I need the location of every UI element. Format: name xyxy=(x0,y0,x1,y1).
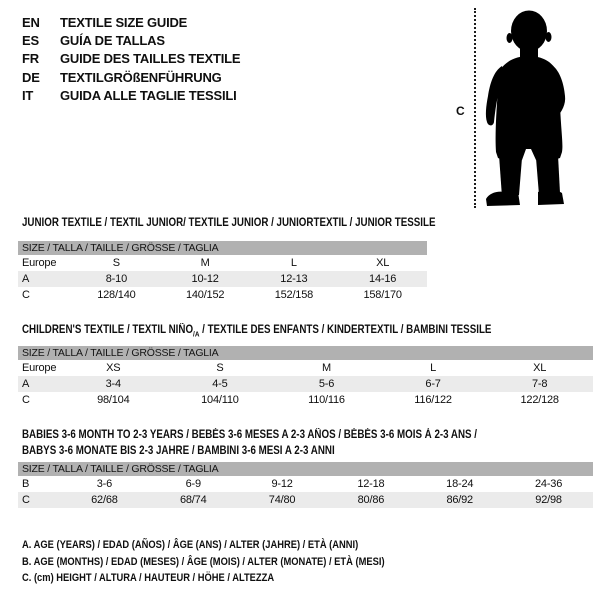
note-age-years xyxy=(22,537,449,554)
note-age-months xyxy=(22,554,449,571)
row-label: C xyxy=(22,494,30,506)
language-title: GUIDA ALLE TAGLIE TESSILI xyxy=(60,87,237,103)
table-cell: 152/158 xyxy=(274,289,314,301)
table-cell: 68/74 xyxy=(179,494,207,506)
table-cell: L xyxy=(430,362,437,374)
children-section-title-text xyxy=(22,324,491,338)
language-code: DE xyxy=(22,69,40,85)
size-header-bar: SIZE / TALLA / TAILLE / GRÖSSE / TAGLIA xyxy=(18,241,427,255)
table-cell: 6-7 xyxy=(425,378,441,390)
note-height-cm xyxy=(22,570,449,587)
table-cell: M xyxy=(322,362,331,374)
row-label: C xyxy=(22,289,30,301)
row-label: Europe xyxy=(22,257,57,269)
table-cell: M xyxy=(200,257,210,269)
language-code: ES xyxy=(22,33,39,49)
table-cell: S xyxy=(216,362,224,374)
language-title-list xyxy=(22,14,240,105)
language-title: GUÍA DE TALLAS xyxy=(60,33,165,49)
row-label: C xyxy=(22,394,30,406)
table-cell: 12-18 xyxy=(357,478,385,490)
junior-section-title-text: JUNIOR TEXTILE / TEXTIL JUNIOR/ TEXTILE JUNIOR / JUNIORTEXTIL / JUNIOR TESSILE xyxy=(22,217,436,229)
table-cell: 4-5 xyxy=(212,378,228,390)
note-age-months-text: B. AGE (MONTHS) / EDAD (MESES) / ÂGE (MOIS) / ALTER (MONATE) / ETÀ (MESI) xyxy=(22,555,385,568)
size-header-bar: SIZE / TALLA / TAILLE / GRÖSSE / TAGLIA xyxy=(18,462,593,476)
table-cell: 86/92 xyxy=(446,494,473,506)
table-row-europe xyxy=(18,255,427,271)
table-cell: 24-36 xyxy=(534,478,563,490)
table-row-months xyxy=(18,476,593,492)
table-cell: S xyxy=(112,257,120,269)
note-height-cm-text: C. (cm) HEIGHT / ALTURA / HAUTEUR / HÖHE / ALTEZZA xyxy=(22,572,275,584)
table-cell: 92/98 xyxy=(535,494,562,506)
legend-notes xyxy=(22,537,449,587)
baby-silhouette-icon xyxy=(482,8,572,208)
row-label: B xyxy=(22,478,30,490)
table-cell: 128/140 xyxy=(97,289,136,301)
table-cell: 74/80 xyxy=(268,494,296,506)
height-measure-label: C xyxy=(456,104,465,118)
table-cell: 98/104 xyxy=(97,394,130,406)
table-cell: 62/68 xyxy=(91,494,118,506)
table-cell: 80/86 xyxy=(357,494,385,506)
table-cell: 12-13 xyxy=(280,273,308,285)
children-title-pre: CHILDREN'S TEXTILE / TEXTIL NIÑO xyxy=(22,324,194,336)
language-code: EN xyxy=(22,15,40,30)
row-label: A xyxy=(22,378,30,390)
row-label: A xyxy=(22,273,30,285)
language-title: TEXTILGRÖßENFÜHRUNG xyxy=(60,69,222,85)
table-cell: 5-6 xyxy=(318,378,335,390)
language-code: FR xyxy=(22,51,39,67)
language-title: TEXTILE SIZE GUIDE xyxy=(60,15,188,30)
row-label: Europe xyxy=(22,362,57,374)
table-cell: L xyxy=(290,257,297,269)
table-row-europe xyxy=(18,360,593,376)
table-cell: 122/128 xyxy=(520,394,559,406)
babies-size-table xyxy=(18,462,593,508)
table-cell: 9-12 xyxy=(271,478,293,490)
children-size-table xyxy=(18,346,593,408)
language-row-fr xyxy=(22,50,240,68)
language-row-es xyxy=(22,32,240,50)
children-title-post: / TEXTILE DES ENFANTS / KINDERTEXTIL / BAMBINI TESSILE xyxy=(199,324,492,336)
table-cell: XL xyxy=(376,257,390,269)
children-title-subscript: /A xyxy=(193,329,200,339)
table-cell: 8-10 xyxy=(105,273,127,285)
table-row-height xyxy=(18,492,593,508)
note-age-years-text: A. AGE (YEARS) / EDAD (AÑOS) / ÂGE (ANS) / ALTER (JAHRE) / ETÀ (ANNI) xyxy=(22,539,359,551)
junior-size-table xyxy=(18,241,427,303)
table-cell: XS xyxy=(106,362,121,374)
language-row-it xyxy=(22,87,240,105)
table-cell: 7-8 xyxy=(532,378,548,390)
table-cell: 110/116 xyxy=(308,394,345,406)
height-dotted-line xyxy=(474,8,476,208)
table-cell: 140/152 xyxy=(185,289,225,301)
table-cell: 104/110 xyxy=(201,394,239,406)
table-cell: 3-4 xyxy=(105,378,121,390)
language-title: GUIDE DES TAILLES TEXTILE xyxy=(60,51,241,67)
language-code: IT xyxy=(22,87,34,103)
language-row-de xyxy=(22,69,240,87)
table-cell: 14-16 xyxy=(369,273,397,285)
table-cell: 158/170 xyxy=(363,289,402,301)
table-cell: 18-24 xyxy=(446,478,474,490)
table-row-height xyxy=(18,287,427,303)
table-cell: 6-9 xyxy=(185,478,201,490)
table-cell: 10-12 xyxy=(191,273,219,285)
table-row-age xyxy=(18,376,593,392)
babies-title-line2: BABYS 3-6 MONATE BIS 2-3 JAHRE / BAMBINI 3-6 MESI A 2-3 ANNI xyxy=(22,445,335,457)
table-row-age xyxy=(18,271,427,287)
table-cell: 3-6 xyxy=(96,478,113,490)
table-cell: XL xyxy=(533,362,547,374)
babies-section-title xyxy=(22,427,557,459)
table-cell: 116/122 xyxy=(414,394,452,406)
language-row-en xyxy=(22,14,240,32)
children-section-title xyxy=(22,324,574,338)
size-header-bar: SIZE / TALLA / TAILLE / GRÖSSE / TAGLIA xyxy=(18,346,593,360)
babies-title-line1: BABIES 3-6 MONTH TO 2-3 YEARS / BEBÉS 3-6 MESES A 2-3 AÑOS / BÉBÉS 3-6 MOIS À 2-3 ANS / xyxy=(22,429,478,441)
junior-section-title xyxy=(22,217,508,229)
table-row-height xyxy=(18,392,593,408)
